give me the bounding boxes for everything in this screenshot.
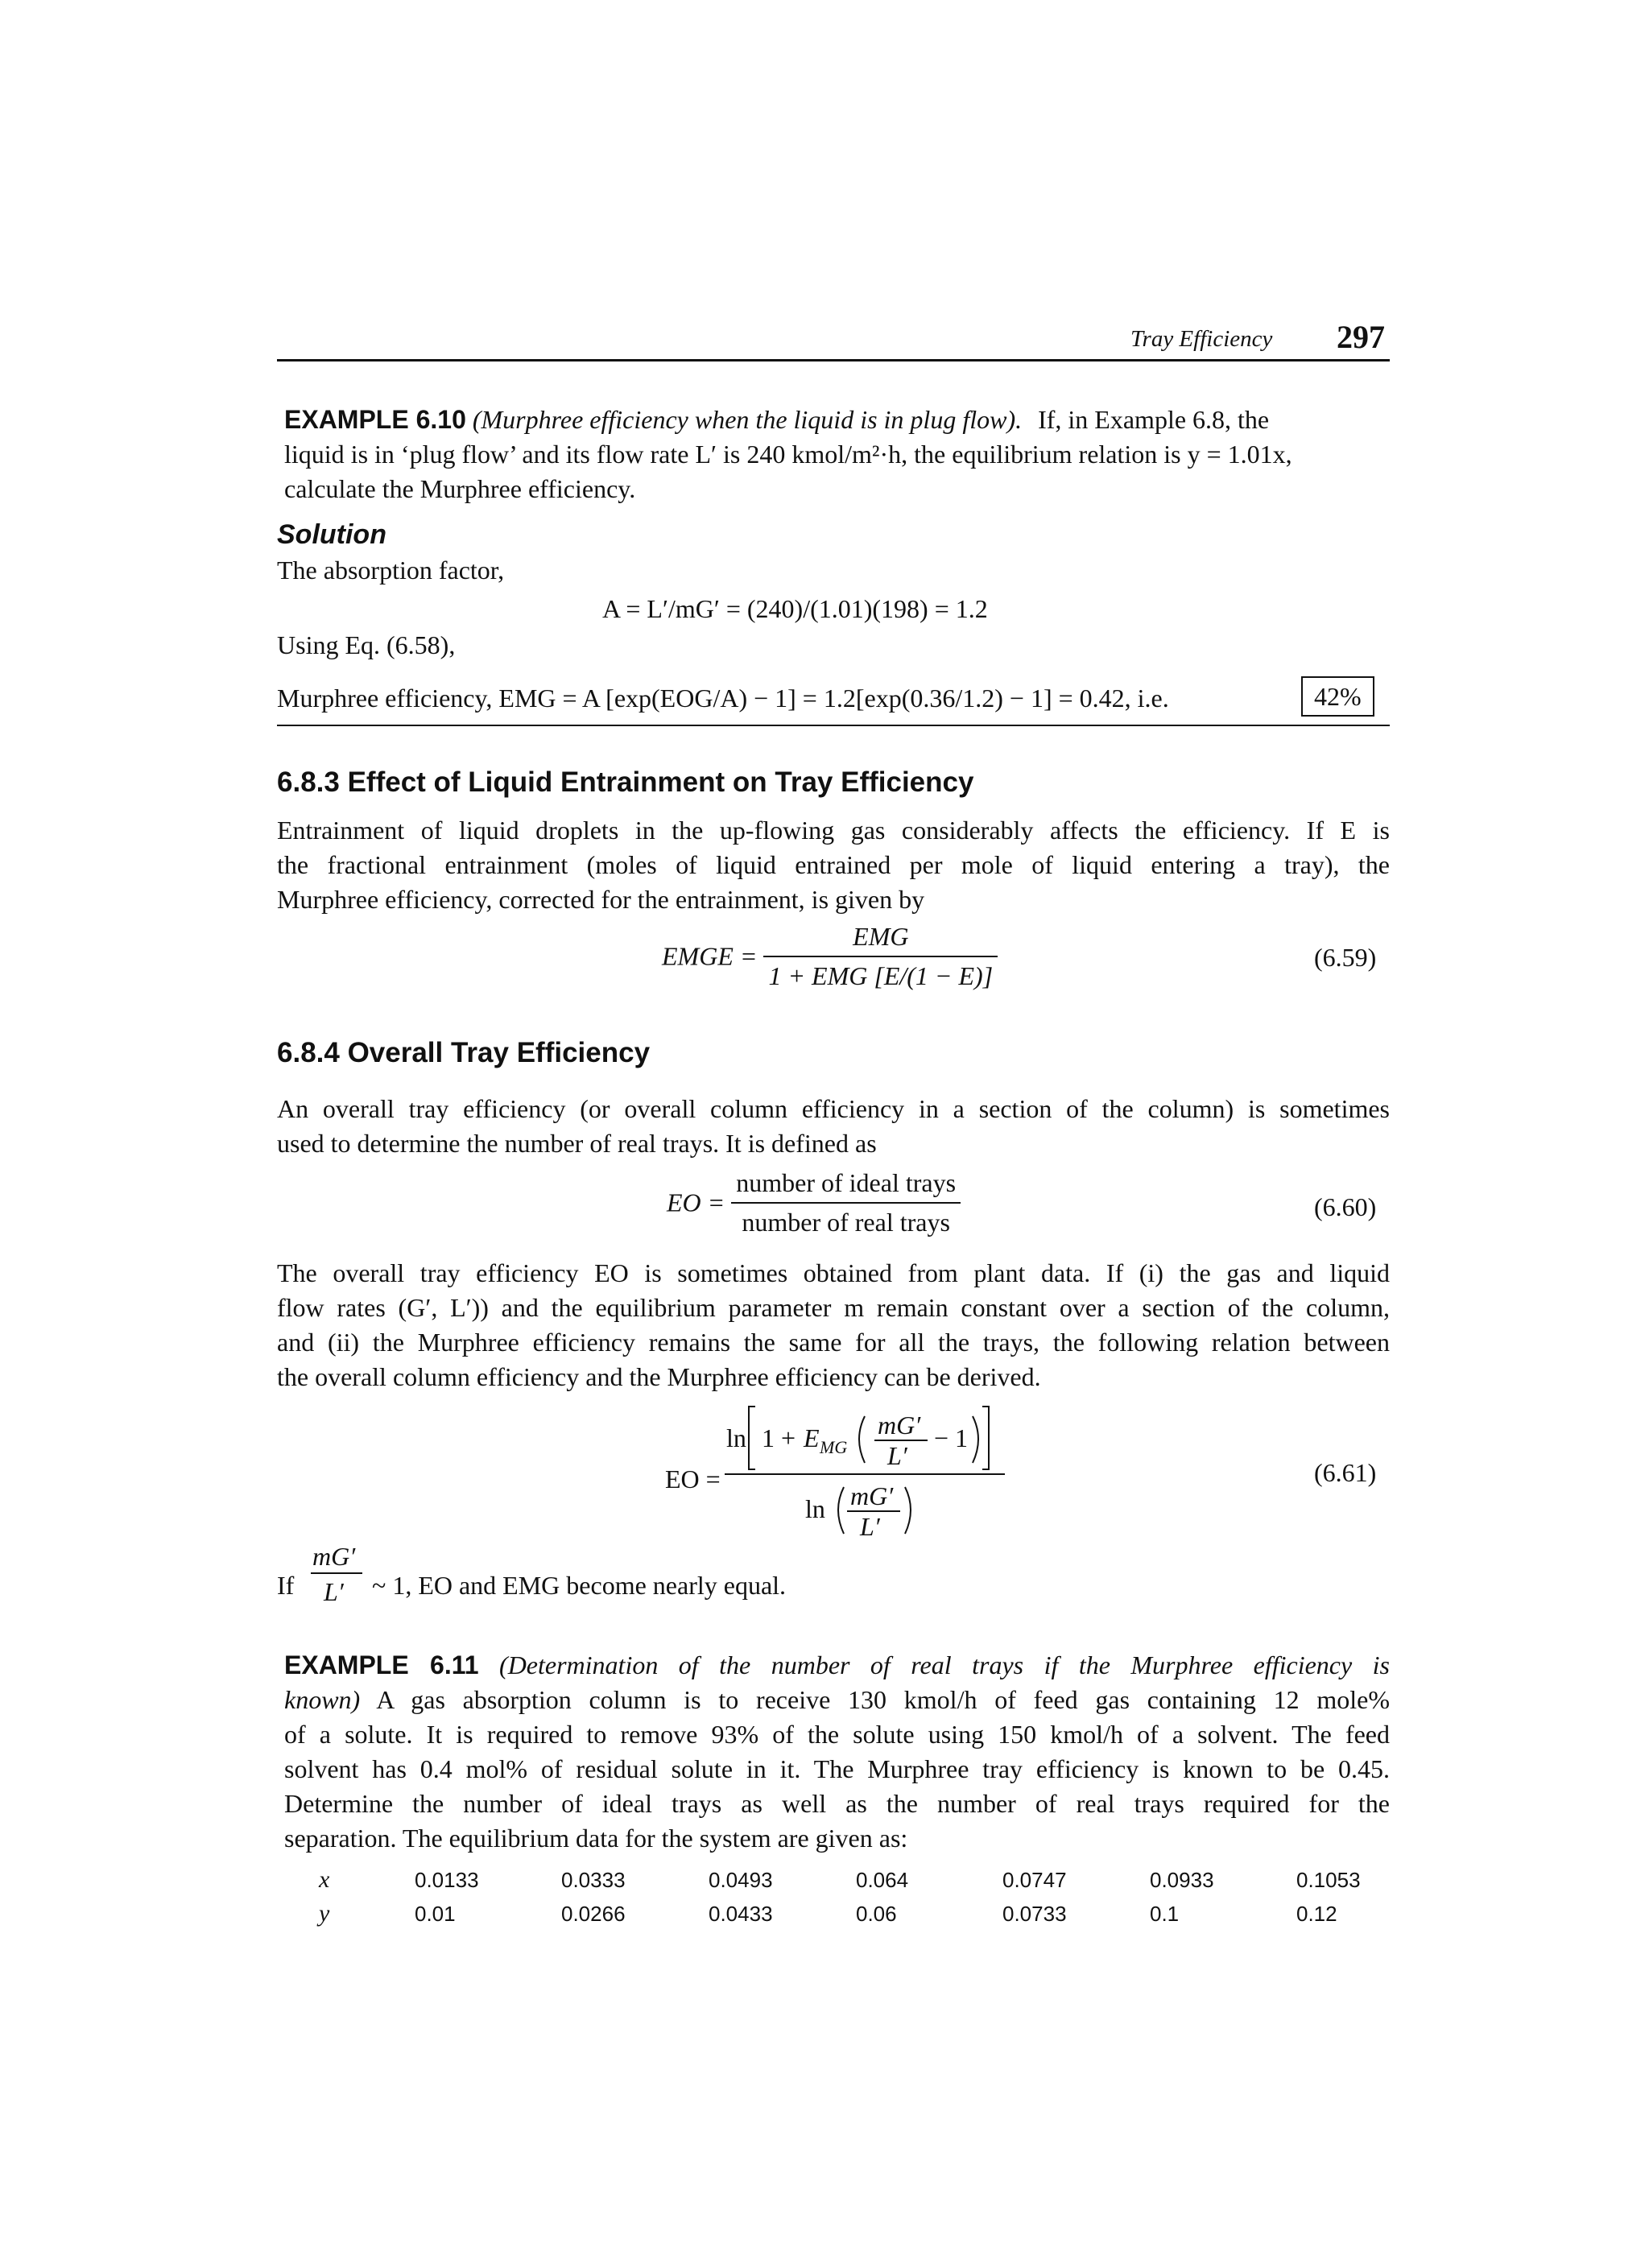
svg-text:L′: L′ xyxy=(860,1512,880,1541)
table-y-label: y xyxy=(319,1900,330,1927)
section-684-para1-line1: An overall tray efficiency (or overall column efficiency in a section of the column) is sometimes xyxy=(277,1094,1390,1123)
example-610-label: EXAMPLE 6.10 xyxy=(284,405,466,434)
svg-text:− 1: − 1 xyxy=(934,1423,969,1452)
x-value-7: 0.1053 xyxy=(1296,1868,1361,1892)
svg-text:L′: L′ xyxy=(887,1441,907,1470)
example-611-line3: of a solute. It is required to remove 93% of the solute using 150 kmol/h of a solvent. The feed xyxy=(284,1720,1390,1749)
absorption-equation: A = L′/mG′ = (240)/(1.01)(198) = 1.2 xyxy=(602,594,988,623)
equation-659 xyxy=(662,919,998,994)
x-value-5: 0.0747 xyxy=(1002,1868,1067,1892)
svg-text:L′: L′ xyxy=(324,1577,344,1606)
eq661-label: (6.61) xyxy=(1314,1458,1377,1487)
eq660-fraction xyxy=(731,1166,961,1240)
y-value-7: 0.12 xyxy=(1296,1902,1337,1926)
svg-text:MG: MG xyxy=(820,1437,848,1457)
eq660-label: (6.60) xyxy=(1314,1192,1377,1221)
eq659-label: (6.59) xyxy=(1314,943,1377,972)
svg-text:mG′: mG′ xyxy=(878,1411,921,1440)
x-value-6: 0.0933 xyxy=(1150,1868,1214,1892)
example-610-line3: calculate the Murphree efficiency. xyxy=(284,474,636,503)
x-value-4: 0.064 xyxy=(856,1868,909,1892)
y-value-1: 0.01 xyxy=(415,1902,456,1926)
example-610-line2-text: liquid is in ‘plug flow’ and its flow rate L′ is 240 kmol/m²·h, the equilibrium relation is y = 1.01x, xyxy=(284,440,1292,469)
section-684-para2-line4: the overall column efficiency and the Murphree efficiency can be derived. xyxy=(277,1362,1041,1391)
example-610-line2 xyxy=(284,437,1292,472)
svg-text:mG′: mG′ xyxy=(850,1481,894,1510)
eq661-ln-num: ln xyxy=(726,1423,746,1452)
section-683-heading: 6.8.3 Effect of Liquid Entrainment on Tray Efficiency xyxy=(277,766,974,798)
section-684-para1-line2: used to determine the number of real trays. It is defined as xyxy=(277,1129,877,1158)
using-eq-line: Using Eq. (6.58), xyxy=(277,630,456,659)
table-x-label: x xyxy=(319,1866,330,1893)
svg-text:E: E xyxy=(804,1423,820,1452)
x-value-1: 0.0133 xyxy=(415,1868,479,1892)
y-value-2: 0.0266 xyxy=(561,1902,626,1926)
y-value-5: 0.0733 xyxy=(1002,1902,1067,1926)
eq661-ln-den: ln xyxy=(805,1494,825,1523)
example-610-title: (Murphree efficiency when the liquid is in plug flow). xyxy=(472,405,1023,434)
section-683-para-line3: Murphree efficiency, corrected for the entrainment, is given by xyxy=(277,885,925,914)
svg-text:1 +: 1 + xyxy=(762,1423,796,1452)
section-684-para2-line3: and (ii) the Murphree efficiency remains the same for all the trays, the following relation between xyxy=(277,1328,1390,1357)
y-value-6: 0.1 xyxy=(1150,1902,1180,1926)
x-value-2: 0.0333 xyxy=(561,1868,626,1892)
eq659-fraction xyxy=(763,919,998,994)
example-611-line6: separation. The equilibrium data for the system are given as: xyxy=(284,1824,908,1853)
y-value-3: 0.0433 xyxy=(709,1902,773,1926)
y-value-4: 0.06 xyxy=(856,1902,897,1926)
if-line-prefix: If xyxy=(277,1571,295,1600)
example-611-title-1: (Determination of the number of real trays if the Murphree efficiency is xyxy=(499,1650,1391,1679)
section-684-heading: 6.8.4 Overall Tray Efficiency xyxy=(277,1037,651,1068)
section-683-para-line1: Entrainment of liquid droplets in the up-flowing gas considerably affects the efficiency. If E is xyxy=(277,816,1390,845)
example-611-label: EXAMPLE 6.11 xyxy=(284,1650,479,1679)
equation-660 xyxy=(667,1166,961,1240)
eq659-numerator: EMG xyxy=(763,919,998,957)
eq659-denominator: 1 + EMG [E/(1 − E)] xyxy=(768,961,994,990)
example-611-line2 xyxy=(284,1683,1390,1717)
eq659-lhs: EMGE = xyxy=(662,941,758,971)
example-611-line1 xyxy=(284,1648,1390,1683)
example-611-title-2: known) xyxy=(284,1685,361,1714)
page-number: 297 xyxy=(1337,319,1385,355)
if-line-fraction xyxy=(309,1538,366,1610)
if-line-rest: ~ 1, EO and EMG become nearly equal. xyxy=(372,1571,787,1600)
section-684-para2-line2: flow rates (G′, L′)) and the equilibrium parameter m remain constant over a section of the column, xyxy=(277,1293,1390,1322)
absorption-label: The absorption factor, xyxy=(277,556,505,585)
murphree-efficiency-line: Murphree efficiency, EMG = A [exp(EOG/A) − 1] = 1.2[exp(0.36/1.2) − 1] = 0.42, i.e. xyxy=(277,684,1169,713)
running-title: Tray Efficiency xyxy=(1130,326,1273,352)
eq660-denominator: number of real trays xyxy=(742,1208,950,1237)
answer-box: 42% xyxy=(1301,676,1374,717)
eq661-lhs: EO = xyxy=(665,1464,721,1493)
section-684-para2-line1: The overall tray efficiency EO is sometimes obtained from plant data. If (i) the gas and liquid xyxy=(277,1258,1390,1287)
equation-661 xyxy=(717,1397,1023,1550)
svg-text:mG′: mG′ xyxy=(312,1542,356,1571)
section-683-para-line2: the fractional entrainment (moles of liquid entrained per mole of liquid entering a tray), the xyxy=(277,850,1390,879)
example-611-line2-rest: A gas absorption column is to receive 130 kmol/h of feed gas containing 12 mole% xyxy=(376,1685,1391,1714)
x-value-3: 0.0493 xyxy=(709,1868,773,1892)
example-610-line1 xyxy=(284,403,1269,437)
example-610-rule xyxy=(277,725,1390,726)
example-611-line5: Determine the number of ideal trays as well as the number of real trays required for the xyxy=(284,1789,1390,1818)
example-611-line4: solvent has 0.4 mol% of residual solute in it. The Murphree tray efficiency is known to be 0.45. xyxy=(284,1754,1390,1783)
solution-heading: Solution xyxy=(277,519,386,550)
example-610-line1-rest: If, in Example 6.8, the xyxy=(1038,405,1270,434)
eq660-lhs: EO = xyxy=(667,1188,725,1217)
header-rule xyxy=(277,359,1390,361)
eq660-numerator: number of ideal trays xyxy=(731,1166,961,1204)
